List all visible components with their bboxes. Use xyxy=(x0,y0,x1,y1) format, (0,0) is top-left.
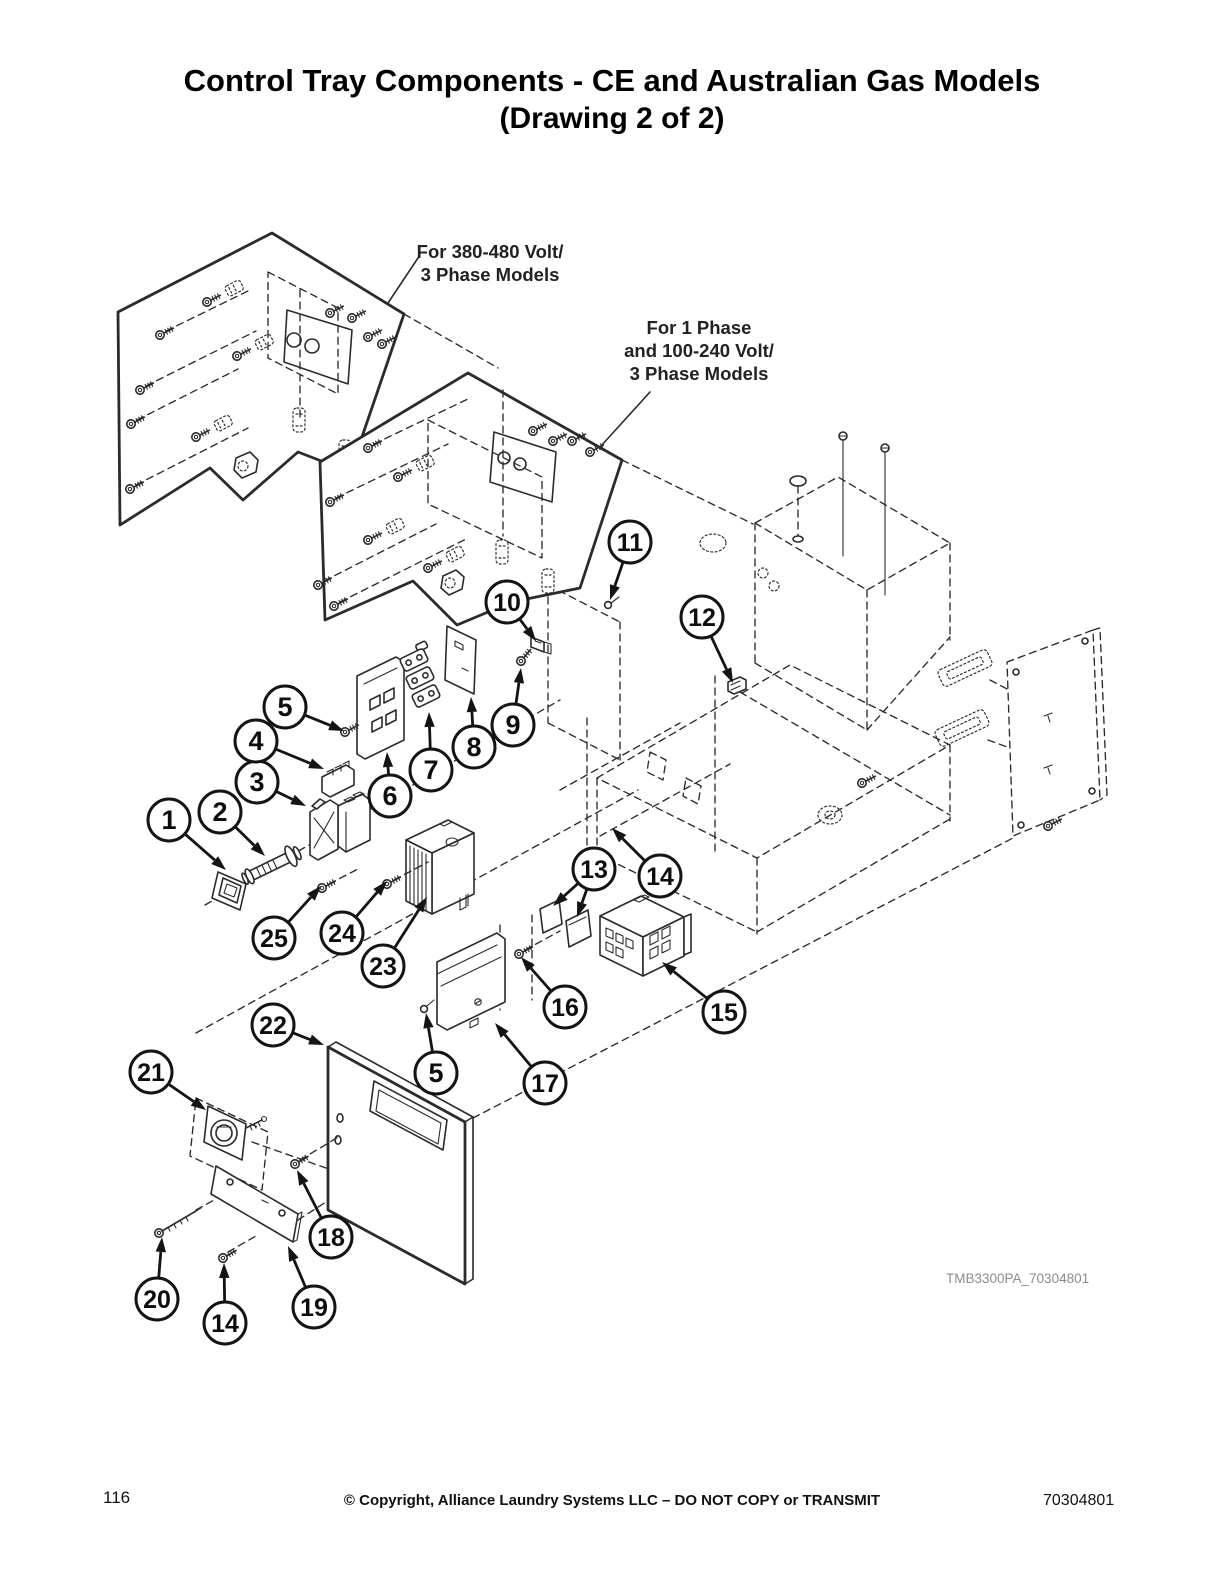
label-line: 3 Phase Models xyxy=(629,363,769,384)
callout-number: 14 xyxy=(211,1310,239,1338)
callout-number: 17 xyxy=(531,1070,559,1098)
callout-number: 18 xyxy=(317,1224,345,1252)
callout-arrow xyxy=(276,791,293,799)
screw-part-5b xyxy=(421,1000,434,1012)
callout-number: 15 xyxy=(710,999,738,1027)
callout-arrowhead xyxy=(156,1237,166,1252)
document-number: 70304801 xyxy=(1043,1492,1115,1509)
callout-arrowhead xyxy=(328,721,344,731)
callout-arrow xyxy=(711,636,727,669)
callout-arrowhead xyxy=(424,712,434,727)
callout-number: 10 xyxy=(493,589,521,617)
callout-arrow xyxy=(185,834,215,860)
callout-arrow xyxy=(288,897,311,922)
callout-arrow xyxy=(304,1183,322,1218)
contactor-part-15 xyxy=(600,895,691,976)
label-line: For 380-480 Volt/ xyxy=(416,241,564,262)
callout-arrow xyxy=(159,1252,161,1278)
callout-6 xyxy=(369,752,411,817)
callout-3 xyxy=(236,761,306,806)
callout-arrowhead xyxy=(297,1170,308,1186)
screw-part-20 xyxy=(155,1208,201,1237)
callout-number: 1 xyxy=(161,805,177,835)
screw-part-11 xyxy=(605,597,619,608)
rear-connector-panel xyxy=(934,628,1107,836)
callout-12 xyxy=(681,596,733,683)
plate-part-8 xyxy=(445,626,476,694)
callout-23 xyxy=(362,897,427,987)
wire-connector xyxy=(934,708,991,747)
callout-8 xyxy=(453,697,495,768)
gasket-ring xyxy=(700,534,726,552)
shaft-part-2 xyxy=(239,842,305,889)
terminal-block-part-4 xyxy=(322,761,354,797)
callout-arrow xyxy=(235,827,254,846)
copyright-notice: © Copyright, Alliance Laundry Systems LLC – DO NOT COPY or TRANSMIT xyxy=(343,1492,881,1509)
callout-24 xyxy=(321,881,387,954)
callout-13 xyxy=(553,848,615,917)
screw-part-18 xyxy=(289,1153,310,1170)
tray-screw xyxy=(881,444,889,595)
callout-number: 4 xyxy=(248,726,264,756)
callout-arrowhead xyxy=(423,1013,433,1029)
callout-21 xyxy=(130,1051,206,1110)
callout-arrow xyxy=(505,1035,532,1067)
page-number: 116 xyxy=(103,1488,131,1507)
callout-arrowhead xyxy=(308,1035,324,1045)
callout-number: 20 xyxy=(143,1286,171,1314)
label-line: For 1 Phase xyxy=(646,317,752,338)
callout-arrow xyxy=(293,1033,310,1040)
callout-arrowhead xyxy=(219,1263,229,1278)
callout-arrow xyxy=(294,1260,306,1288)
callout-arrow xyxy=(531,968,551,991)
wire-connector xyxy=(937,648,994,687)
callout-number: 3 xyxy=(249,767,265,797)
callout-arrow xyxy=(394,910,419,949)
callout-15 xyxy=(662,962,745,1033)
callout-arrow xyxy=(275,749,310,763)
page-title-line2: (Drawing 2 of 2) xyxy=(499,102,725,135)
callout-16 xyxy=(521,957,586,1028)
fuse-holder-stack-part-7 xyxy=(399,641,441,708)
callout-number: 14 xyxy=(646,863,674,891)
callout-25 xyxy=(253,886,321,959)
callout-arrow xyxy=(356,892,377,917)
label-line: 3 Phase Models xyxy=(420,264,560,285)
callout-17 xyxy=(495,1023,566,1104)
callout-number: 21 xyxy=(137,1059,165,1087)
callout-14 xyxy=(204,1263,246,1344)
bracket-part-19 xyxy=(196,1166,326,1252)
callout-14 xyxy=(612,828,681,897)
callout-number: 25 xyxy=(260,925,288,953)
callout-22 xyxy=(252,1004,324,1046)
callout-number: 22 xyxy=(259,1012,287,1040)
callout-arrowhead xyxy=(514,668,524,684)
callout-arrowhead xyxy=(467,697,477,712)
screw-part-14b xyxy=(217,1247,238,1264)
callout-number: 24 xyxy=(328,920,356,948)
tray-screw xyxy=(839,432,847,556)
callout-arrow xyxy=(304,715,330,725)
label-1-phase xyxy=(590,316,808,385)
callout-arrowhead xyxy=(722,667,733,683)
push-button xyxy=(790,476,806,542)
callout-number: 2 xyxy=(212,797,228,827)
callout-number: 12 xyxy=(688,604,716,632)
callout-arrow xyxy=(428,1028,432,1052)
callout-number: 13 xyxy=(580,856,608,884)
page-title-line1: Control Tray Components - CE and Australian Gas Models xyxy=(183,63,1041,98)
callout-arrow xyxy=(168,1084,193,1102)
callout-arrow xyxy=(472,712,473,726)
callout-number: 5 xyxy=(277,692,293,722)
bezel-part-1 xyxy=(212,872,246,910)
keypad-overlay-part-6 xyxy=(339,657,404,759)
callout-number: 5 xyxy=(428,1058,444,1088)
callout-number: 16 xyxy=(551,994,579,1022)
callout-arrow xyxy=(430,727,431,749)
callout-7 xyxy=(410,712,452,791)
callout-arrow xyxy=(564,883,578,896)
drawing-reference: TMB3300PA_70304801 xyxy=(946,1271,1090,1286)
callout-number: 8 xyxy=(466,732,482,762)
callout-arrow xyxy=(623,839,646,862)
callout-number: 19 xyxy=(300,1294,328,1322)
callout-arrow xyxy=(520,619,528,629)
label-380-480-volt xyxy=(383,240,597,286)
callout-number: 11 xyxy=(616,529,644,557)
screw-part-9 xyxy=(515,647,534,667)
screw-part-16 xyxy=(513,931,560,960)
callout-number: 6 xyxy=(382,781,398,811)
callout-20 xyxy=(136,1237,178,1320)
callout-arrow xyxy=(674,971,708,998)
callout-number: 9 xyxy=(505,710,521,740)
ignition-module-part-17 xyxy=(421,933,505,1030)
callout-arrow xyxy=(582,889,587,903)
callout-11 xyxy=(609,521,651,600)
callout-number: 23 xyxy=(369,953,397,981)
callout-arrowhead xyxy=(290,795,306,806)
contactor-part-3 xyxy=(310,792,370,860)
callout-9 xyxy=(492,668,534,746)
callout-arrowhead xyxy=(308,758,324,769)
callout-5 xyxy=(264,686,344,731)
callout-arrowhead xyxy=(383,752,393,767)
callout-arrow xyxy=(615,562,623,586)
label-line: and 100-240 Volt/ xyxy=(624,340,774,361)
callout-number: 7 xyxy=(423,755,439,785)
callout-arrow xyxy=(516,683,519,704)
callout-arrowhead xyxy=(288,1246,299,1262)
control-tray-box xyxy=(700,432,950,824)
